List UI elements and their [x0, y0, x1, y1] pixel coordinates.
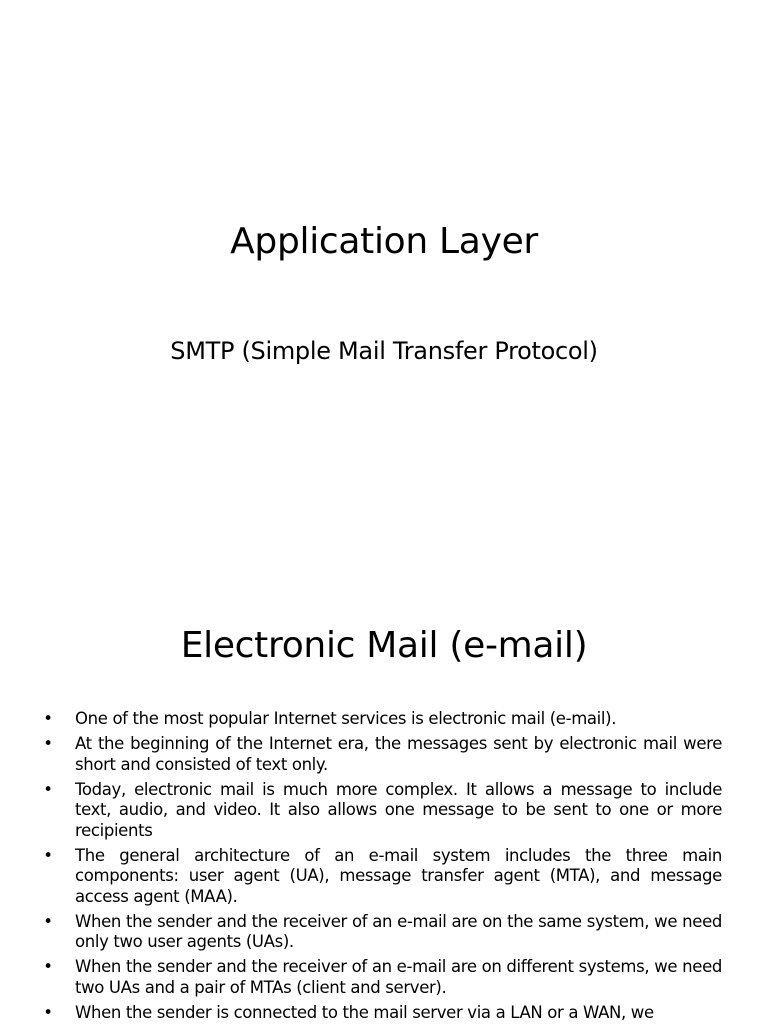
bullet-marker: • — [43, 845, 53, 865]
bullet-text: When the sender is connected to the mail server via a LAN or a WAN, we — [75, 1002, 654, 1022]
bullet-item — [0, 780, 722, 842]
bullet-text: Today, electronic mail is much more complex. It allows a message to include text, audio, and video. It also allows one message to be sent to one or more recipients — [75, 779, 722, 840]
bullet-marker: • — [43, 957, 53, 976]
bullet-list — [0, 709, 768, 1024]
bullet-item — [0, 957, 722, 998]
slide-title: Application Layer — [230, 221, 538, 262]
bullet-text: One of the most popular Internet services is electronic mail (e-mail). — [75, 709, 617, 728]
bullet-text: When the sender and the receiver of an e-mail are on the same system, we need only two user agents (UAs). — [75, 911, 722, 951]
bullet-item — [0, 846, 722, 908]
bullet-item — [0, 709, 722, 730]
bullet-text: When the sender and the receiver of an e-mail are on different systems, we need two UAs and a pair of MTAs (client and server). — [75, 957, 722, 997]
bullet-marker: • — [43, 734, 53, 753]
bullet-marker: • — [43, 1002, 53, 1022]
bullet-item — [0, 912, 722, 953]
bullet-marker: • — [43, 779, 53, 799]
slide-subtitle: SMTP (Simple Mail Transfer Protocol) — [170, 337, 598, 365]
bullet-item — [0, 1003, 722, 1024]
bullet-text: The general architecture of an e-mail system includes the three main components: user agent (UA), message transfer agent (MTA), and message access agent (MAA). — [75, 845, 722, 906]
slide-electronic-mail — [0, 576, 768, 1024]
bullet-marker: • — [43, 709, 53, 728]
bullet-item — [0, 734, 722, 775]
slide-title: Electronic Mail (e-mail) — [180, 625, 588, 666]
bullet-text: At the beginning of the Internet era, the messages sent by electronic mail were short and consisted of text only. — [75, 734, 722, 774]
bullet-marker: • — [43, 911, 53, 931]
